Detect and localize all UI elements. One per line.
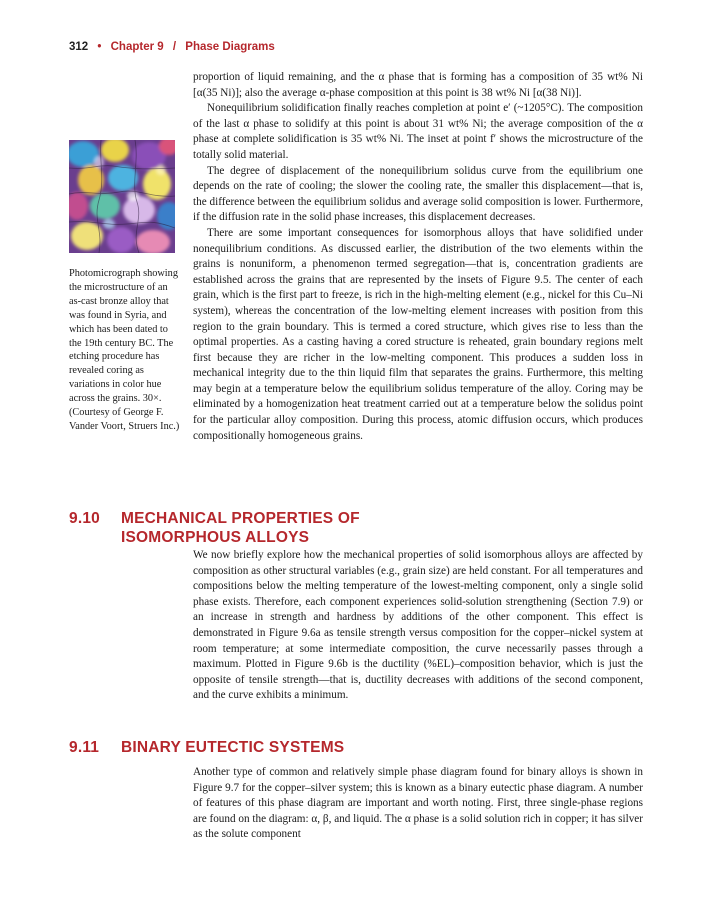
paragraph: Nonequilibrium solidification finally reaches completion at point e′ (~1205°C). The composition of the last α phase to solidify at this point is about 31 wt% Ni; the average composition of the α phase at complete solidification is 35 wt% Ni. The inset at point f′ shows the microstructure of the totally solid material. <box>193 102 643 161</box>
page-number: 312 <box>69 41 89 53</box>
paragraph: There are some important consequences for isomorphous alloys that have solidified under nonequilibrium conditions. As discussed earlier, the distribution of the two elements within the grains is nonuniform, a phenomenon termed segregation—that is, concentration gradients are established across the grains that are represented by the insets of Figure 9.5. The center of each grain, which is the first part to freeze, is rich in the high-melting element (e.g., nickel for this Cu–Ni system), whereas the concentration of the low-melting element increases with position from this region to the grain boundary. This is termed a cored structure, which gives rise to less than the optimal properties. As a casting having a cored structure is reheated, grain boundary regions melt first because they are richer in the low-melting component. This produces a sudden loss in mechanical integrity due to the thin liquid film that separates the grains. Furthermore, this melting may begin at a temperature below the equilibrium solidus temperature of the alloy. Coring may be eliminated by a homogenization heat treatment carried out at a temperature below the solidus point for the particular alloy composition. During this process, atomic diffusion occurs, which produces compositionally homogeneous grains. <box>193 226 643 442</box>
section-number: 9.10 <box>69 510 100 527</box>
chapter-title: Phase Diagrams <box>185 41 275 53</box>
running-header <box>69 41 281 59</box>
section-title-line1: MECHANICAL PROPERTIES OF <box>121 510 360 527</box>
micrograph-drawing <box>69 140 175 253</box>
figure-caption <box>69 267 181 434</box>
body-text-top <box>193 70 643 444</box>
paragraph: proportion of liquid remaining, and the α phase that is forming has a composition of 35 wt% Ni [α(35 Ni)]; also the average α-phase composition at this point is 38 wt% Ni [α(38 Ni)]. <box>193 71 643 99</box>
body-text-9-11 <box>193 765 643 843</box>
caption-text: Photomicrograph showing the microstructure of an as-cast bronze alloy that was found in Syria, and which has been dated to the 19th century BC. The etching procedure has revealed coring as variations in color hue across the grains. 30×. <box>69 268 178 405</box>
chapter-label: Chapter 9 <box>110 41 164 53</box>
paragraph: The degree of displacement of the nonequilibrium solidus curve from the equilibrium one depends on the rate of cooling; the slower the cooling rate, the smaller this displacement—that is, the difference between the equilibrium solidus and average solid composition is lower. Furthermore, if the diffusion rate in the solid phase increases, this displacement decreases. <box>193 164 643 224</box>
caption-credit: (Courtesy of George F. Vander Voort, Struers Inc.) <box>69 407 180 432</box>
micrograph-image <box>69 140 175 253</box>
paragraph: Another type of common and relatively simple phase diagram found for binary alloys is shown in Figure 9.7 for the copper–silver system; this is known as a binary eutectic phase diagram. A number of features of this phase diagram are important and worth noting. First, three single-phase regions are found on the diagram: α, β, and liquid. The α phase is a solid solution rich in copper; it has silver as the solute component <box>193 766 643 841</box>
section-title: BINARY EUTECTIC SYSTEMS <box>121 739 345 756</box>
section-title-line2: ISOMORPHOUS ALLOYS <box>121 529 310 546</box>
header-separator: / <box>172 41 177 53</box>
section-number: 9.11 <box>69 739 100 756</box>
section-heading-9-11 <box>69 738 344 757</box>
body-text-9-10 <box>193 548 643 704</box>
paragraph: We now briefly explore how the mechanical properties of solid isomorphous alloys are affected by composition as other structural variables (e.g., grain size) are held constant. For all temperatures and compositions below the melting temperature of the lowest-melting component, only a single solid phase exists. Therefore, each component experiences solid-solution strengthening (Section 7.9) or an increase in strength and hardness by additions of the other component. This effect is demonstrated in Figure 9.6a as tensile strength versus composition for the copper–nickel system at room temperature; at some intermediate composition, the curve necessarily passes through a maximum. Plotted in Figure 9.6b is the ductility (%EL)–composition behavior, which is just the opposite of tensile strength—that is, ductility decreases with additions of the second component, and the curve exhibits a minimum. <box>193 549 643 702</box>
section-heading-9-10 <box>69 509 360 547</box>
header-bullet: • <box>97 41 102 53</box>
